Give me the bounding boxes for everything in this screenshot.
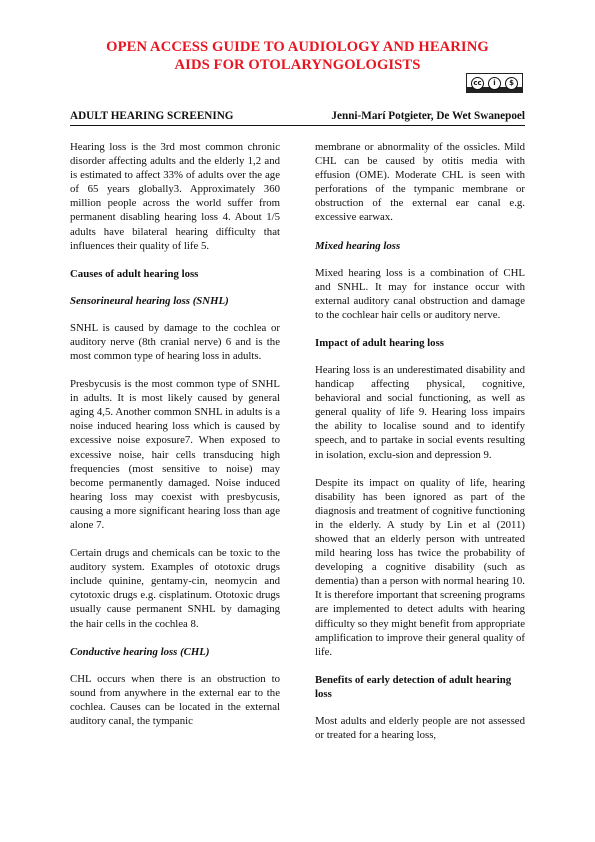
- document-title: [60, 38, 535, 74]
- document-title-line-1: OPEN ACCESS GUIDE TO AUDIOLOGY AND HEARING: [106, 39, 489, 55]
- right-column: [315, 140, 525, 756]
- creative-commons-license-badge[interactable]: [466, 73, 523, 93]
- cc-icon: cc: [471, 77, 484, 90]
- paragraph-despite: Despite its impact on quality of life, hearing disability has been ignored as part of the diagnosis and treatment of cognitive functioning in the elderly. A study by Lin et al (2011) showed that an elderly person with untreated mild hearing loss has twice the probability of developing a cognitive disability (such as dementia) than a person with normal hearing 10. It is therefore important that screening programs are implemented to detect adults with hearing difficulty so they might benefit from appropriate amplification to improve their general quality of life.: [315, 476, 525, 658]
- header-rule: [70, 125, 525, 126]
- subheading-chl: Conductive hearing loss (CHL): [70, 645, 210, 658]
- authors: Jenni-Marí Potgieter, De Wet Swanepoel: [331, 110, 525, 122]
- paragraph-snhl: SNHL is caused by damage to the cochlea or auditory nerve (8th cranial nerve) 6 and is the most common type of hearing loss in adults.: [70, 321, 280, 362]
- heading-causes: Causes of adult hearing loss: [70, 267, 199, 280]
- document-title-line-2: AIDS FOR OTOLARYNGOLOGISTS: [174, 57, 421, 73]
- paragraph-impact: Hearing loss is an underestimated disability and handicap affecting physical, cognitive, behavioral and social functioning, as well as general quality of life 9. Hearing loss impairs the ability to localise sound and to identify speech, and to partake in social events resulting in isolation, exclu-sion and depression 9.: [315, 363, 525, 461]
- by-icon: i: [488, 77, 501, 90]
- paragraph-chl-continued: membrane or abnormality of the ossicles. Mild CHL can be caused by otitis media with effusion (OME). Moderate CHL is seen with perforations of the tympanic membrane or obstruction of the external ear canal e.g. excessive earwax.: [315, 141, 525, 224]
- nc-icon: $: [505, 77, 518, 90]
- subheading-mixed: Mixed hearing loss: [315, 239, 401, 252]
- running-header: [70, 109, 525, 125]
- intro-paragraph: Hearing loss is the 3rd most common chronic disorder affecting adults and the elderly 1,2 and is estimated to affect 33% of adults over the age of 65 years globally3. Approximately 360 million people across the world suffer from permanent disabling hearing loss 4. About 1/5 adults have bilateral hearing difficulty that influences their quality of life 5.: [70, 141, 280, 252]
- section-title: ADULT HEARING SCREENING: [70, 110, 234, 122]
- heading-benefits: Benefits of early detection of adult hearing loss: [315, 673, 512, 700]
- heading-impact: Impact of adult hearing loss: [315, 336, 444, 349]
- left-column: [70, 140, 280, 742]
- paragraph-benefits: Most adults and elderly people are not assessed or treated for a hearing loss,: [315, 714, 525, 741]
- subheading-snhl: Sensorineural hearing loss (SNHL): [70, 294, 229, 307]
- paragraph-ototoxic: Certain drugs and chemicals can be toxic to the auditory system. Examples of ototoxic drugs include quinine, gentamy-cin, neomycin and cytotoxic drugs e.g. cisplatinum. Ototoxic drugs usually cause permanent SNHL by damaging the hair cells in the cochlea 8.: [70, 547, 280, 630]
- paragraph-chl: CHL occurs when there is an obstruction to sound from anywhere in the external ear to the cochlea. Causes can be located in the external auditory canal, the tympanic: [70, 672, 280, 727]
- paragraph-mixed: Mixed hearing loss is a combination of CHL and SNHL. It may for instance occur with external auditory canal obstruction and damage to the cochlear hair cells or auditory nerve.: [315, 266, 525, 321]
- paragraph-presbycusis: Presbycusis is the most common type of SNHL in adults. It is most likely caused by general aging 4,5. Another common SNHL in adults is a noise induced hearing loss which is caused by excessive noise exposure7. When exposed to excessive noise, hair cells transducing high frequencies (most sensitive to noise) may become permanently damaged. Noise induced hearing loss may coexist with presbycusis, causing a more significant hearing loss than age alone 7.: [70, 378, 280, 531]
